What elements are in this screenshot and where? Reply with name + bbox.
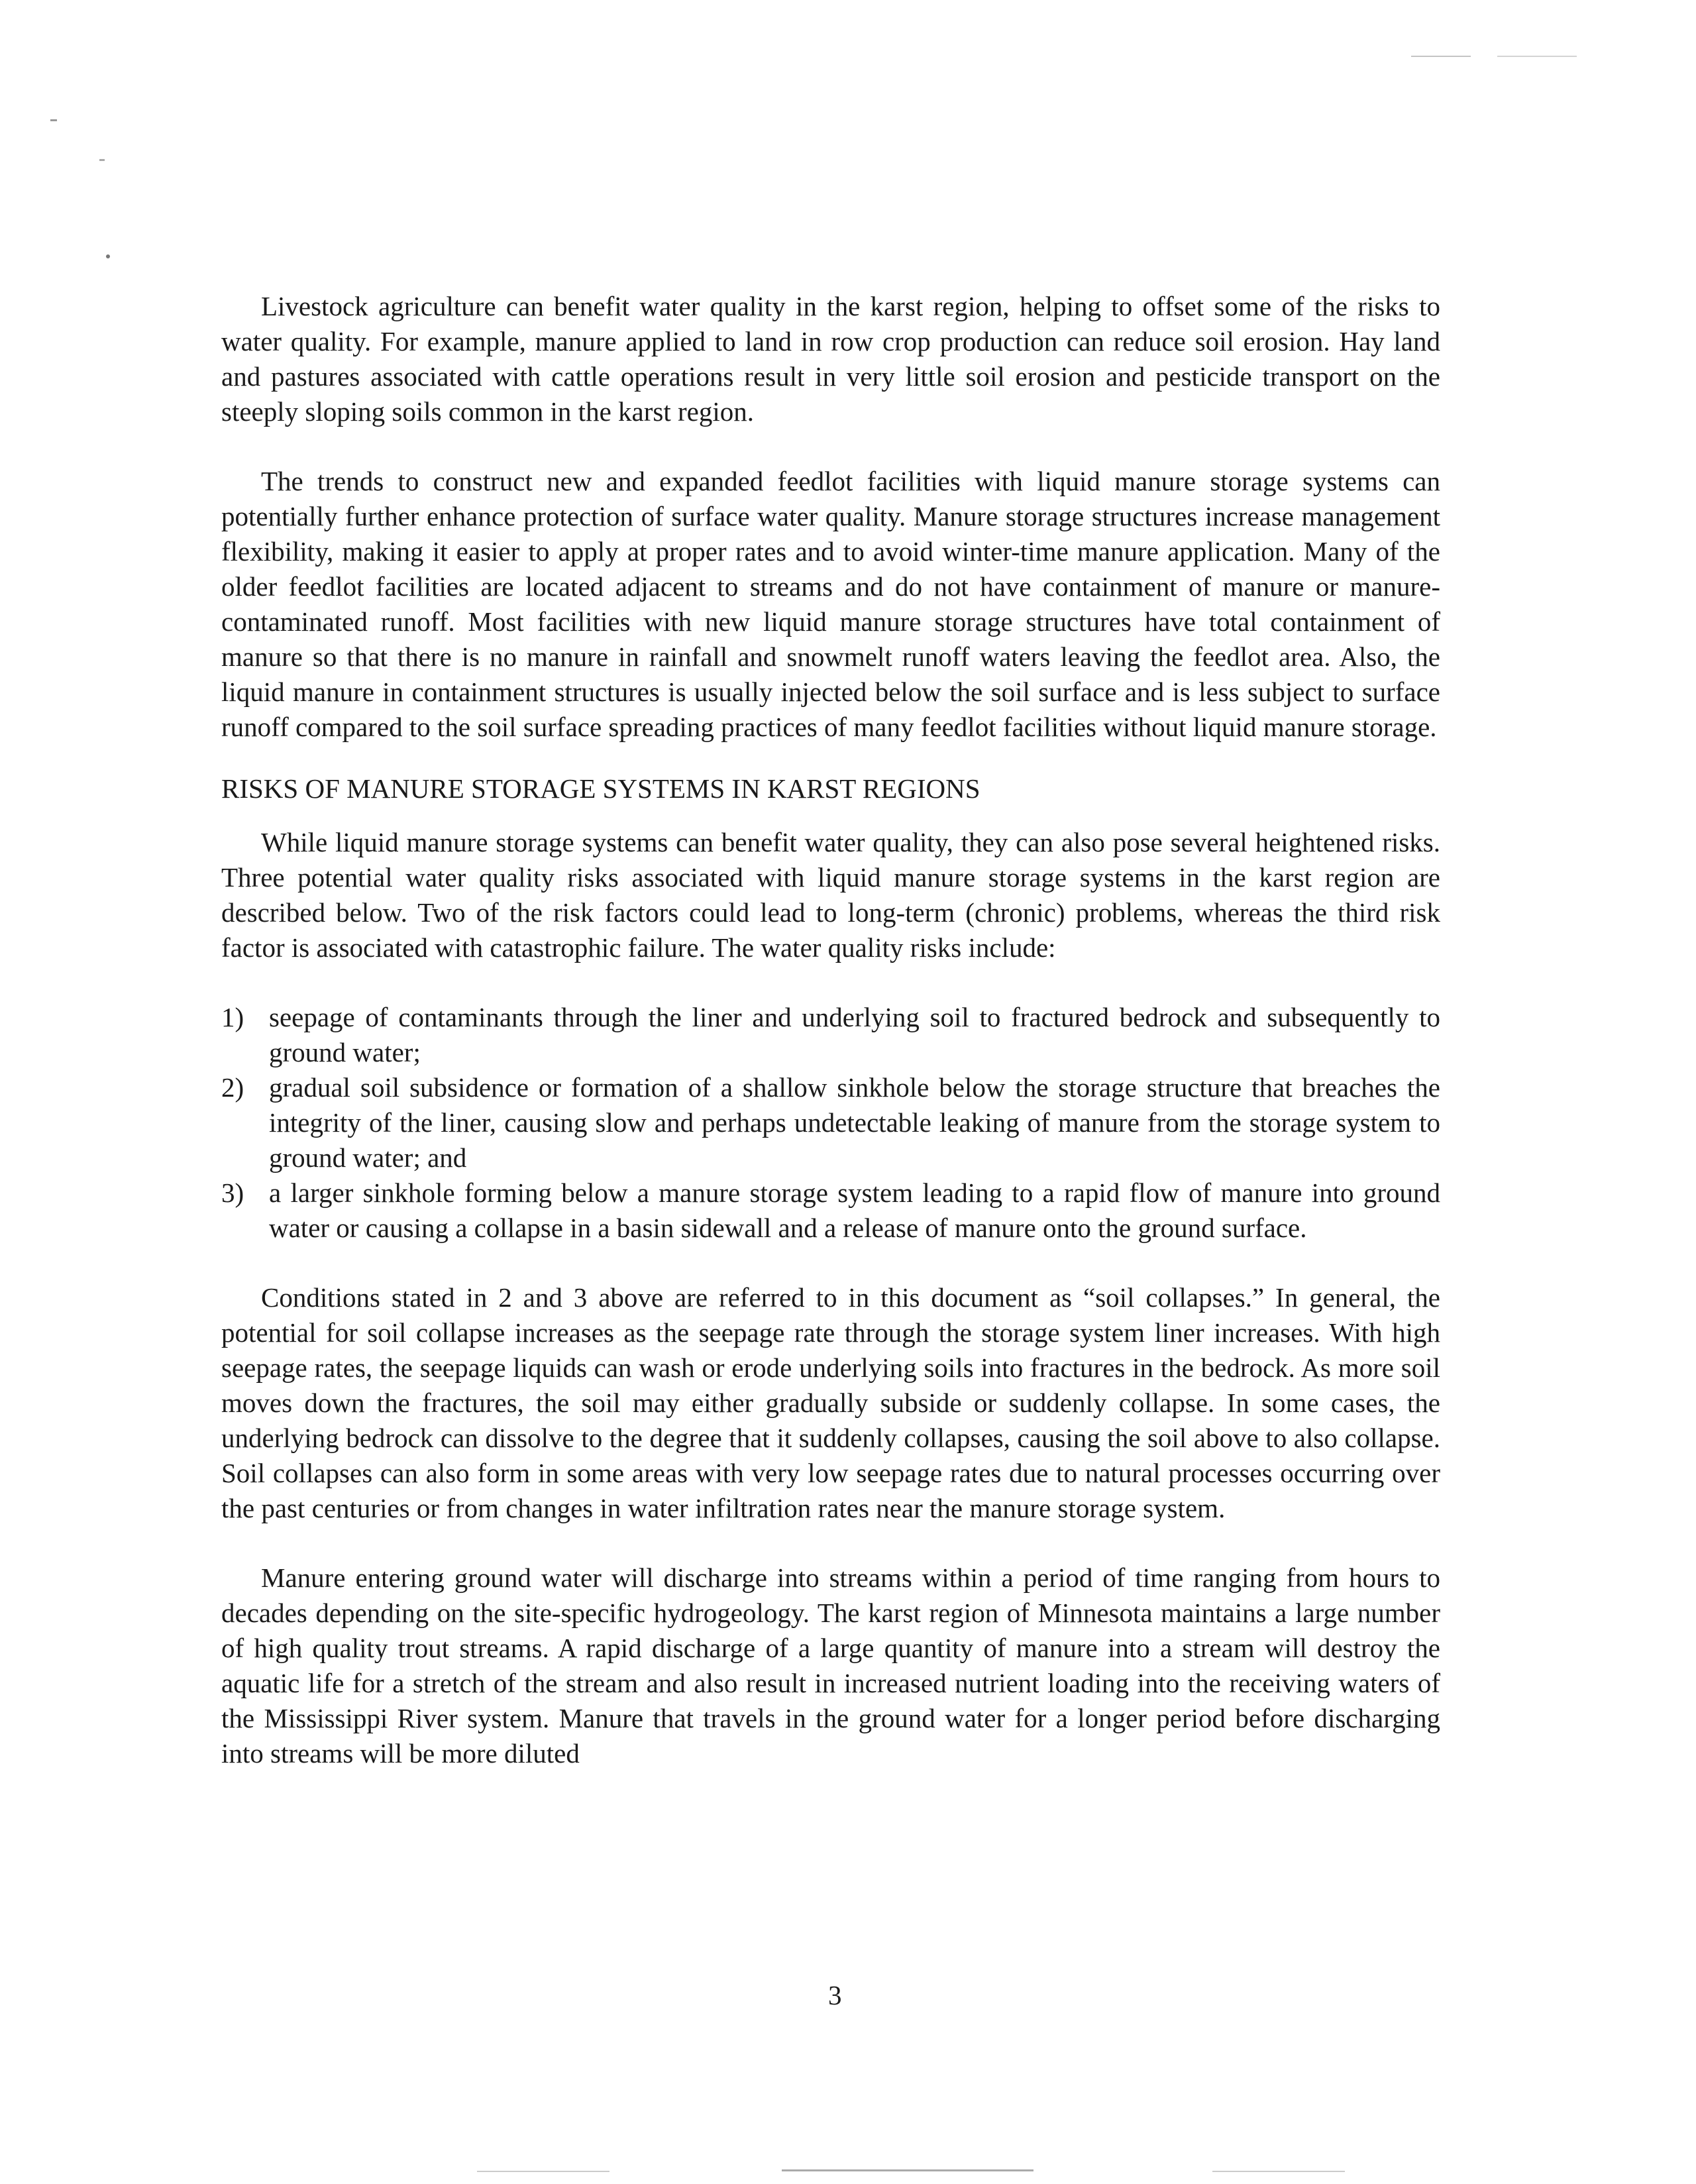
risk-text: a larger sinkhole forming below a manure storage system leading to a rapid flow of manure into ground water or causing a collapse in a basin sidewall and a release of manure onto the ground surface. (269, 1177, 1440, 1243)
scan-mark (782, 2169, 1034, 2171)
scan-mark (477, 2171, 610, 2172)
paragraph-ground-water-discharge: Manure entering ground water will discharge into streams within a period of time ranging from hours to decades depending on the site-specific hydrogeology. The karst region of Minnesota maintains a large number of high quality trout streams. A rapid discharge of a large quantity of manure into a stream will destroy the aquatic life for a stretch of the stream and also result in increased nutrient loading into the receiving waters of the Mississippi River system. Manure that travels in the ground water for a longer period before discharging into streams will be more diluted (221, 1562, 1440, 1769)
risk-list-item (221, 1070, 1440, 1175)
paragraph-feedlot-trends: The trends to construct new and expanded feedlot facilities with liquid manure storage systems can potentially further enhance protection of surface water quality. Manure storage structures increase management flexibility, making it easier to apply at proper rates and to avoid winter-time manure application. Many of the older feedlot facilities are located adjacent to streams and do not have containment of manure or manure-contaminated runoff. Most facilities with new liquid manure storage structures have total containment of manure so that there is no manure in rainfall and snowmelt runoff waters leaving the feedlot area. Also, the liquid manure in containment structures is usually injected below the soil surface and is less subject to surface runoff compared to the soil surface spreading practices of many feedlot facilities without liquid manure storage. (221, 466, 1440, 742)
risk-text: seepage of contaminants through the liner and underlying soil to fractured bedrock and subsequently to ground water; (269, 1002, 1440, 1067)
risk-number: 3) (221, 1177, 244, 1208)
scan-mark (1411, 56, 1471, 57)
section-heading: RISKS OF MANURE STORAGE SYSTEMS IN KARST REGIONS (221, 773, 980, 804)
scan-mark (1497, 56, 1577, 57)
scan-mark (1212, 2171, 1345, 2172)
risk-list (221, 1000, 1440, 1246)
paragraph-soil-collapses: Conditions stated in 2 and 3 above are referred to in this document as “soil collapses.” In general, the potential for soil collapse increases as the seepage rate through the storage system liner increases. With high seepage rates, the seepage liquids can wash or erode underlying soils into fractures in the bedrock. As more soil moves down the fractures, the soil may either gradually subside or suddenly collapse. In some cases, the underlying bedrock can dissolve to the degree that it suddenly collapses, causing the soil above to also collapse. Soil collapses can also form in some areas with very low seepage rates due to natural processes occurring over the past centuries or from changes in water infiltration rates near the manure storage system. (221, 1282, 1440, 1523)
risk-number: 2) (221, 1072, 244, 1103)
risk-list-item (221, 1175, 1440, 1246)
scan-mark (99, 159, 105, 161)
scan-mark (50, 119, 57, 121)
paragraph-risks-intro: While liquid manure storage systems can benefit water quality, they can also pose several heightened risks. Three potential water quality risks associated with liquid manure storage systems in the karst region are described below. Two of the risk factors could lead to long-term (chronic) problems, whereas the third risk factor is associated with catastrophic failure. The water quality risks include: (221, 827, 1440, 963)
document-body (221, 289, 1440, 1771)
risk-number: 1) (221, 1002, 244, 1032)
risk-text: gradual soil subsidence or formation of a shallow sinkhole below the storage structure that breaches the integrity of the liner, causing slow and perhaps undetectable leaking of manure from the storage system to ground water; and (269, 1072, 1440, 1173)
paragraph-livestock-benefits: Livestock agriculture can benefit water quality in the karst region, helping to offset some of the risks to water quality. For example, manure applied to land in row crop production can reduce soil erosion. Hay land and pastures associated with cattle operations result in very little soil erosion and pesticide transport on the steeply sloping soils common in the karst region. (221, 291, 1440, 427)
page-number: 3 (828, 1980, 842, 2010)
risk-list-item (221, 1000, 1440, 1070)
scan-mark (106, 254, 110, 258)
